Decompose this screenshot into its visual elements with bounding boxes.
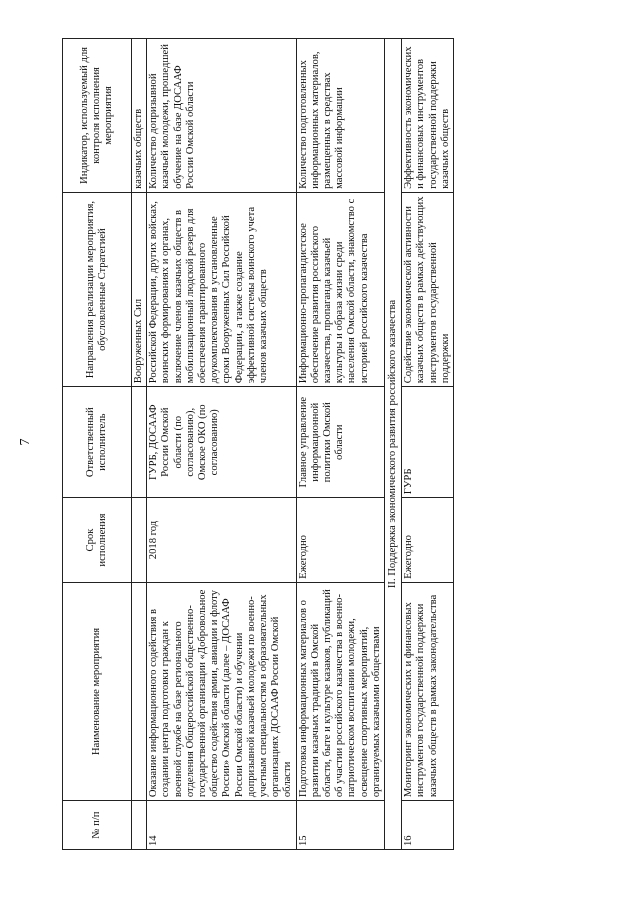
header-direction: Направления реализации мероприятия, обусловленные Стратегией bbox=[63, 192, 132, 386]
cell-term: 2018 год bbox=[147, 498, 296, 583]
page-number: 7 bbox=[18, 438, 33, 446]
header-number: № п/п bbox=[63, 801, 132, 850]
cell-name: Подготовка информационных материалов о развитии казачьих традиций в Омской области, быте и культуре казаков, публикаций об участии российского казачества в военно-патриотическом воспитании молодежи, освещение спортивных мероприятий, организуемых казачьими обществами bbox=[296, 582, 384, 800]
cell-number: 15 bbox=[296, 801, 384, 850]
cell-name: Оказание информационного содействия в создании центра подготовки граждан к военной службе на базе регионального отделения Общероссийской общественно-государственной организации «Добровольное общество содействия армии, авиации и флоту России» Омской области (далее – ДОСААФ России Омской области) и обучении допризывной казачьей молодежи по военно-учетным специальностям в образовательных организациях ДОСААФ России Омской области bbox=[147, 582, 296, 800]
header-indicator: Индикатор, используемый для контроля исполнения мероприятия bbox=[63, 39, 132, 193]
cell-executor: Главное управление информационной политики Омской области bbox=[296, 387, 384, 498]
cell-direction: Содействие экономической активности казачьих обществ в рамках действующих инструментов государственной поддержки bbox=[402, 192, 454, 386]
table-row bbox=[147, 39, 296, 850]
section-title: II. Поддержка экономического развития российского казачества bbox=[385, 39, 402, 850]
document-page bbox=[62, 38, 600, 850]
header-name: Наименование мероприятия bbox=[63, 582, 132, 800]
cell-name: Мониторинг экономических и финансовых инструментов государственной поддержки казачьих обществ в рамках законодательства bbox=[402, 582, 454, 800]
cell-direction: Российской Федерации, других войсках, воинских формированиях и органах, включение членов казачьих обществ в мобилизационный людской резерв для обеспечения гарантированного доукомплектования в установленные сроки Вооруженных Сил Российской Федерации, а также создание эффективной системы воинского учета членов казачьих обществ bbox=[147, 192, 296, 386]
cell-number: 14 bbox=[147, 801, 296, 850]
cell-term: Ежегодно bbox=[296, 498, 384, 583]
header-term: Срок исполнения bbox=[63, 498, 132, 583]
cell-indicator: Количество допризывной казачьей молодежи, прошедшей обучение на базе ДОСААФ России Омской области bbox=[147, 39, 296, 193]
cell-indicator: казачьих обществ bbox=[132, 39, 147, 193]
cell-term: Ежегодно bbox=[402, 498, 454, 583]
cell-indicator: Количество подготовленных информационных материалов, размещенных в средствах массовой информации bbox=[296, 39, 384, 193]
cell-direction: Информационно-пропагандистское обеспечение развития российского казачества, пропаганда казачьей культуры и образа жизни среди населения Омской области, знакомство с историей российского казачества bbox=[296, 192, 384, 386]
table-header-row bbox=[63, 39, 132, 850]
section-row bbox=[385, 39, 402, 850]
activities-table bbox=[62, 38, 454, 850]
rotated-table-wrapper bbox=[62, 38, 600, 850]
cell-number: 16 bbox=[402, 801, 454, 850]
header-executor: Ответственный исполнитель bbox=[63, 387, 132, 498]
cell-executor: ГУРБ, ДОСААФ России Омской области (по согласованию), Омское ОКО (по согласованию) bbox=[147, 387, 296, 498]
cell-indicator: Эффективность экономических и финансовых инструментов государственной поддержки казачьих обществ bbox=[402, 39, 454, 193]
table-row-continuation bbox=[132, 39, 147, 850]
cell-direction: Вооруженных Сил bbox=[132, 192, 147, 386]
table-row bbox=[402, 39, 454, 850]
table-row bbox=[296, 39, 384, 850]
cell-executor: ГУРБ bbox=[402, 387, 454, 498]
